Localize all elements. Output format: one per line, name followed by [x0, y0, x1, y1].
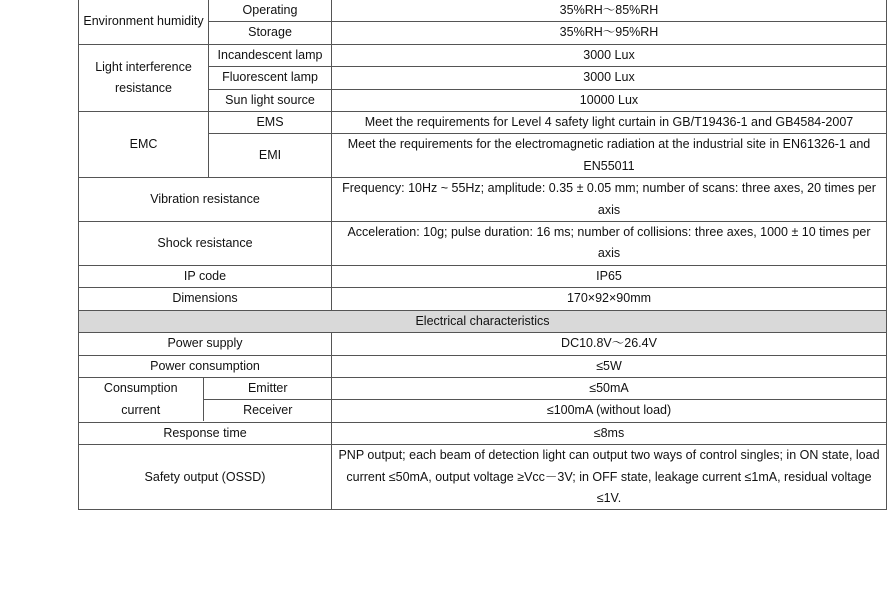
response-time-label: Response time — [79, 422, 332, 444]
vibration-value: Frequency: 10Hz ~ 55Hz; amplitude: 0.35 ± 0.05 mm; number of scans: three axes, 20 times per axis — [332, 178, 887, 222]
power-supply-label: Power supply — [79, 333, 332, 355]
ems-value: Meet the requirements for Level 4 safety light curtain in GB/T19436-1 and GB4584-2007 — [332, 112, 887, 134]
incandescent-value: 3000 Lux — [332, 44, 887, 66]
consumption-current-label: Consumption current — [79, 378, 203, 421]
emi-label: EMI — [209, 134, 332, 178]
operating-value: 35%RH～85%RH — [332, 0, 887, 22]
storage-label: Storage — [209, 22, 332, 44]
emc-label: EMC — [79, 112, 209, 178]
table-row — [79, 44, 887, 66]
safety-output-label: Safety output (OSSD) — [79, 445, 332, 510]
fluorescent-value: 3000 Lux — [332, 67, 887, 89]
emitter-label: Emitter — [203, 378, 332, 400]
safety-output-value: PNP output; each beam of detection light can output two ways of control singles; in ON state, load current ≤50mA, output voltage ≥Vcc－3V; in OFF state, leakage current ≤1mA, residual voltage ≤1V. — [332, 445, 887, 510]
fluorescent-label: Fluorescent lamp — [209, 67, 332, 89]
ip-code-value: IP65 — [332, 265, 887, 287]
table-row — [79, 422, 887, 444]
emi-value: Meet the requirements for the electromagnetic radiation at the industrial site in EN61326-1 and EN55011 — [332, 134, 887, 178]
table-row — [79, 377, 887, 399]
table-row — [79, 445, 887, 510]
table-row — [79, 0, 887, 22]
ip-code-label: IP code — [79, 265, 332, 287]
spec-table — [78, 0, 887, 510]
operating-label: Operating — [209, 0, 332, 22]
sunlight-label: Sun light source — [209, 89, 332, 111]
ems-label: EMS — [209, 112, 332, 134]
consumption-current-subtable — [79, 378, 332, 421]
response-time-value: ≤8ms — [332, 422, 887, 444]
table-row — [79, 178, 887, 222]
vibration-label: Vibration resistance — [79, 178, 332, 222]
consumption-current-group — [79, 377, 332, 422]
table-row — [79, 112, 887, 134]
dimensions-label: Dimensions — [79, 288, 332, 310]
receiver-value: ≤100mA (without load) — [332, 400, 887, 422]
shock-label: Shock resistance — [79, 222, 332, 266]
power-supply-value: DC10.8V～26.4V — [332, 333, 887, 355]
shock-value: Acceleration: 10g; pulse duration: 16 ms; number of collisions: three axes, 1000 ± 10 times per axis — [332, 222, 887, 266]
sunlight-value: 10000 Lux — [332, 89, 887, 111]
table-row — [79, 265, 887, 287]
table-row — [79, 355, 887, 377]
light-interference-label: Light interference resistance — [79, 44, 209, 111]
table-row — [79, 333, 887, 355]
receiver-label: Receiver — [243, 403, 293, 418]
env-humidity-label: Environment humidity — [79, 0, 209, 44]
power-consumption-value: ≤5W — [332, 355, 887, 377]
incandescent-label: Incandescent lamp — [209, 44, 332, 66]
dimensions-value: 170×92×90mm — [332, 288, 887, 310]
table-row — [79, 310, 887, 332]
power-consumption-label: Power consumption — [79, 355, 332, 377]
electrical-section-header: Electrical characteristics — [79, 310, 887, 332]
table-row — [79, 222, 887, 266]
emitter-value: ≤50mA — [332, 377, 887, 399]
table-row — [79, 288, 887, 310]
storage-value: 35%RH～95%RH — [332, 22, 887, 44]
